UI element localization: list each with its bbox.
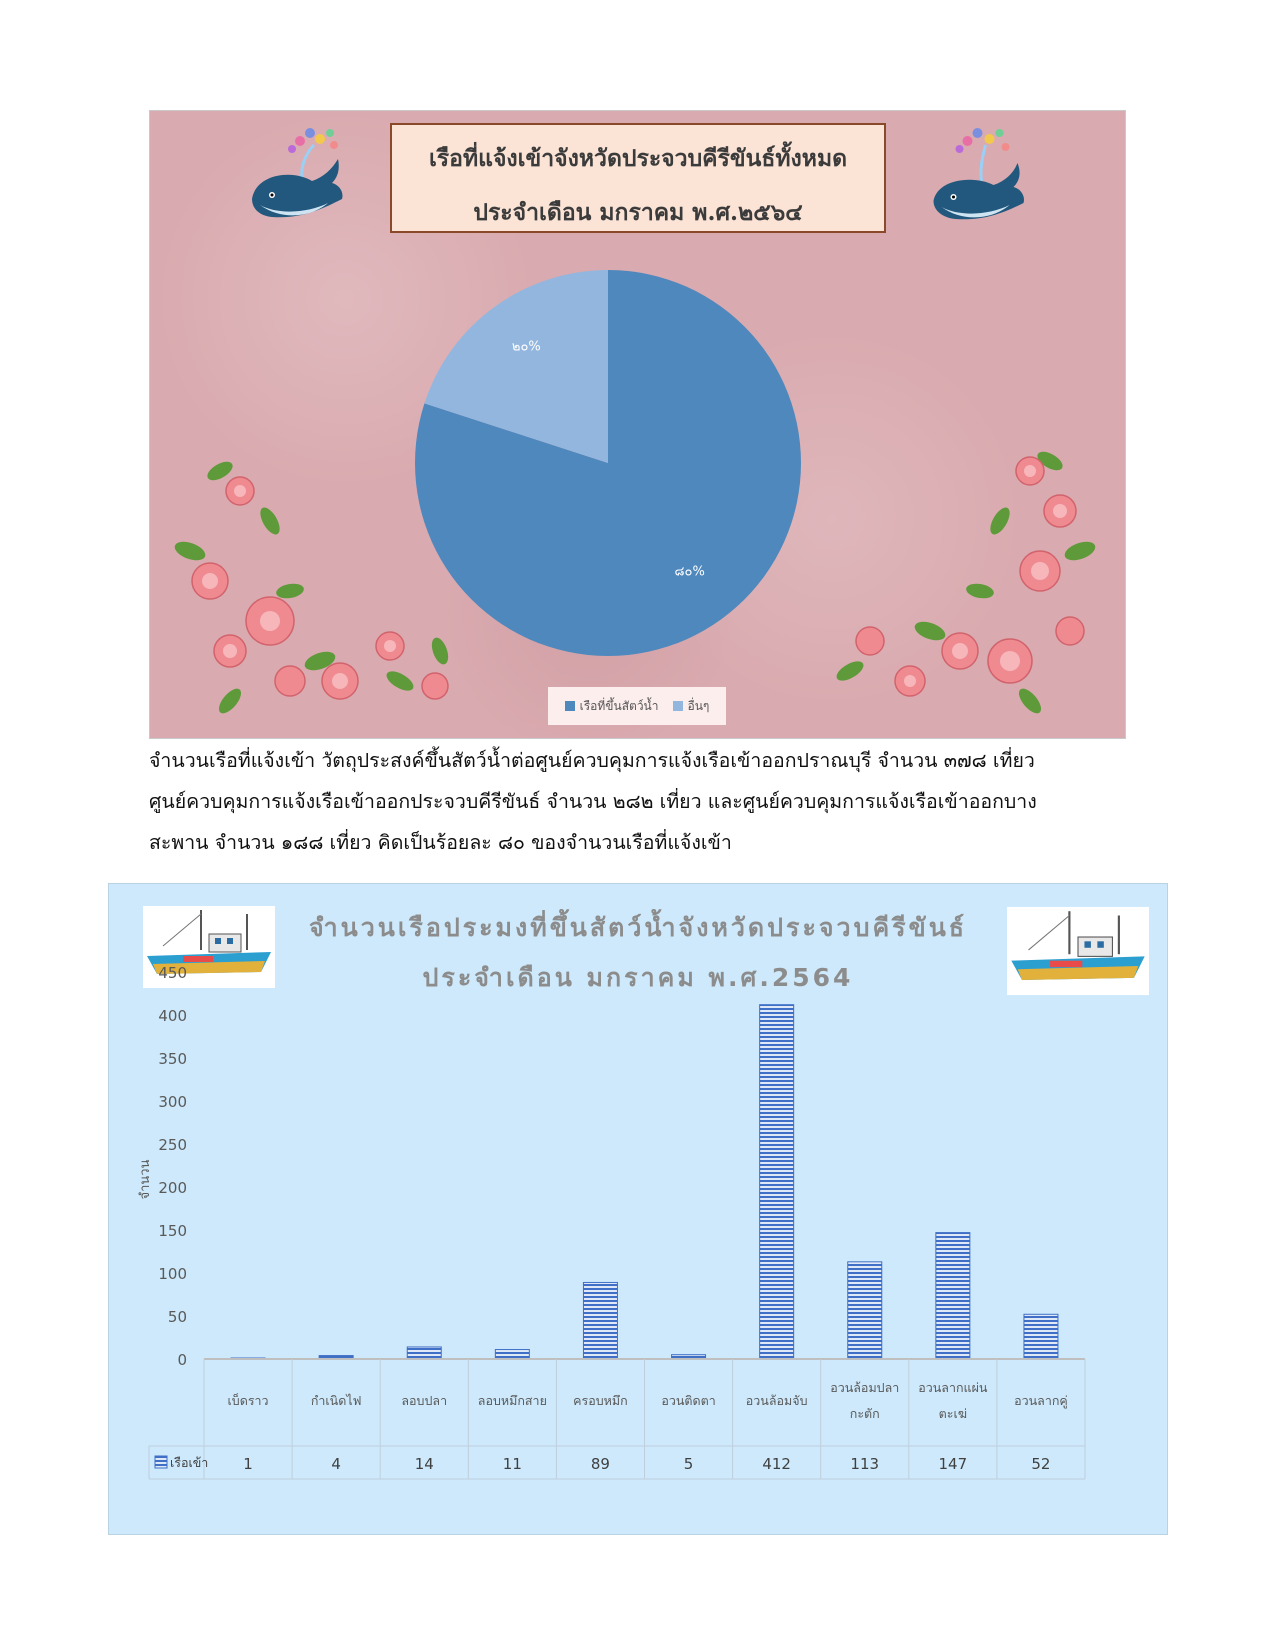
series-legend-key — [155, 1456, 167, 1468]
data-table-value: 14 — [414, 1455, 434, 1473]
data-table-value: 412 — [762, 1455, 791, 1473]
series-name-label: เรือเข้า — [170, 1455, 209, 1470]
bar-chart-panel — [108, 883, 1168, 1535]
bar-chart — [109, 884, 1167, 1534]
legend-item-fishing-boats — [565, 697, 659, 716]
summary-line-2: ศูนย์ควบคุมการแจ้งเรือเข้าออกประจวบคีรีขันธ์ จำนวน ๒๘๒ เที่ยว และศูนย์ควบคุมการแจ้งเรือเข้าออกบาง — [149, 790, 1037, 813]
y-axis-label: จำนวน — [138, 1159, 153, 1200]
bar — [936, 1233, 970, 1359]
pie-chart-panel — [149, 110, 1126, 739]
x-axis-category-label: กำเนิดไฟ — [310, 1393, 362, 1408]
data-table-value: 4 — [331, 1455, 341, 1473]
y-axis-tick-label: 350 — [158, 1050, 187, 1068]
pie-label-fishing-boats: ๘๐% — [674, 564, 705, 580]
y-axis-tick-label: 0 — [177, 1351, 187, 1369]
data-table-value: 147 — [938, 1455, 968, 1473]
bar — [583, 1282, 617, 1359]
legend-swatch-other — [673, 701, 683, 711]
data-table-value: 5 — [683, 1455, 694, 1473]
bar — [495, 1350, 529, 1359]
pie-chart-title-line1: เรือที่แจ้งเข้าจังหวัดประจวบคีรีขันธ์ทั้งหมด — [428, 145, 848, 172]
y-axis-tick-label: 300 — [158, 1093, 187, 1111]
data-table-value: 52 — [1031, 1455, 1051, 1473]
pie-label-others: ๒๐% — [511, 339, 541, 355]
x-axis-category-label: อวนล้อมปลา — [830, 1380, 900, 1395]
pie-chart-title-line2: ประจำเดือน มกราคม พ.ศ.๒๕๖๔ — [473, 199, 803, 226]
x-axis-category-label: ครอบหมึก — [573, 1393, 628, 1408]
y-axis-tick-label: 50 — [167, 1308, 187, 1326]
y-axis-tick-label: 100 — [158, 1265, 187, 1283]
y-axis-tick-label: 200 — [158, 1179, 187, 1197]
bar — [1024, 1314, 1058, 1359]
x-axis-category-label: ตะเฆ่ — [938, 1406, 968, 1421]
bar-chart-title-line2: ประจำเดือน มกราคม พ.ศ.2564 — [422, 963, 854, 992]
pie-chart-legend — [548, 687, 726, 725]
data-table-value: 1 — [243, 1455, 253, 1473]
x-axis-category-label: เบ็ดราว — [227, 1393, 269, 1408]
x-axis-category-label: อวนล้อมจับ — [745, 1393, 808, 1408]
bar — [407, 1347, 441, 1359]
x-axis-category-label: อวนติดตา — [661, 1393, 716, 1408]
x-axis-category-label: อวนลากคู่ — [1014, 1393, 1068, 1408]
pie-chart — [150, 111, 1125, 738]
data-table-value: 11 — [502, 1455, 522, 1473]
data-table-value: 89 — [590, 1455, 610, 1473]
bar — [760, 1005, 794, 1359]
legend-swatch-main — [565, 701, 575, 711]
summary-line-3: สะพาน จำนวน ๑๘๘ เที่ยว คิดเป็นร้อยละ ๘๐ ของจำนวนเรือที่แจ้งเข้า — [149, 831, 732, 854]
legend-label-fishing-boats: เรือที่ขึ้นสัตว์น้ำ — [579, 698, 659, 713]
x-axis-category-label: กะตัก — [849, 1406, 880, 1421]
summary-line-1: จำนวนเรือที่แจ้งเข้า วัตถุประสงค์ขึ้นสัตว์น้ำต่อศูนย์ควบคุมการแจ้งเรือเข้าออกปราณบุรี จำนวน ๓๗๘ เที่ยว — [149, 749, 1035, 772]
legend-item-others — [673, 697, 710, 716]
y-axis-tick-label: 250 — [158, 1136, 187, 1154]
x-axis-category-label: ลอบหมึกสาย — [477, 1393, 547, 1408]
y-axis-tick-label: 150 — [158, 1222, 187, 1240]
legend-label-others: อื่นๆ — [687, 698, 710, 713]
y-axis-tick-label: 400 — [158, 1007, 187, 1025]
y-axis-tick-label: 450 — [158, 964, 187, 982]
bar — [848, 1262, 882, 1359]
data-table-value: 113 — [850, 1455, 880, 1473]
x-axis-category-label: ลอบปลา — [401, 1393, 448, 1408]
bar-chart-title-line1: จำนวนเรือประมงที่ขึ้นสัตว์น้ำจังหวัดประจวบคีรีขันธ์ — [308, 913, 968, 942]
summary-paragraph — [149, 740, 1109, 863]
x-axis-category-label: อวนลากแผ่น — [918, 1380, 988, 1395]
